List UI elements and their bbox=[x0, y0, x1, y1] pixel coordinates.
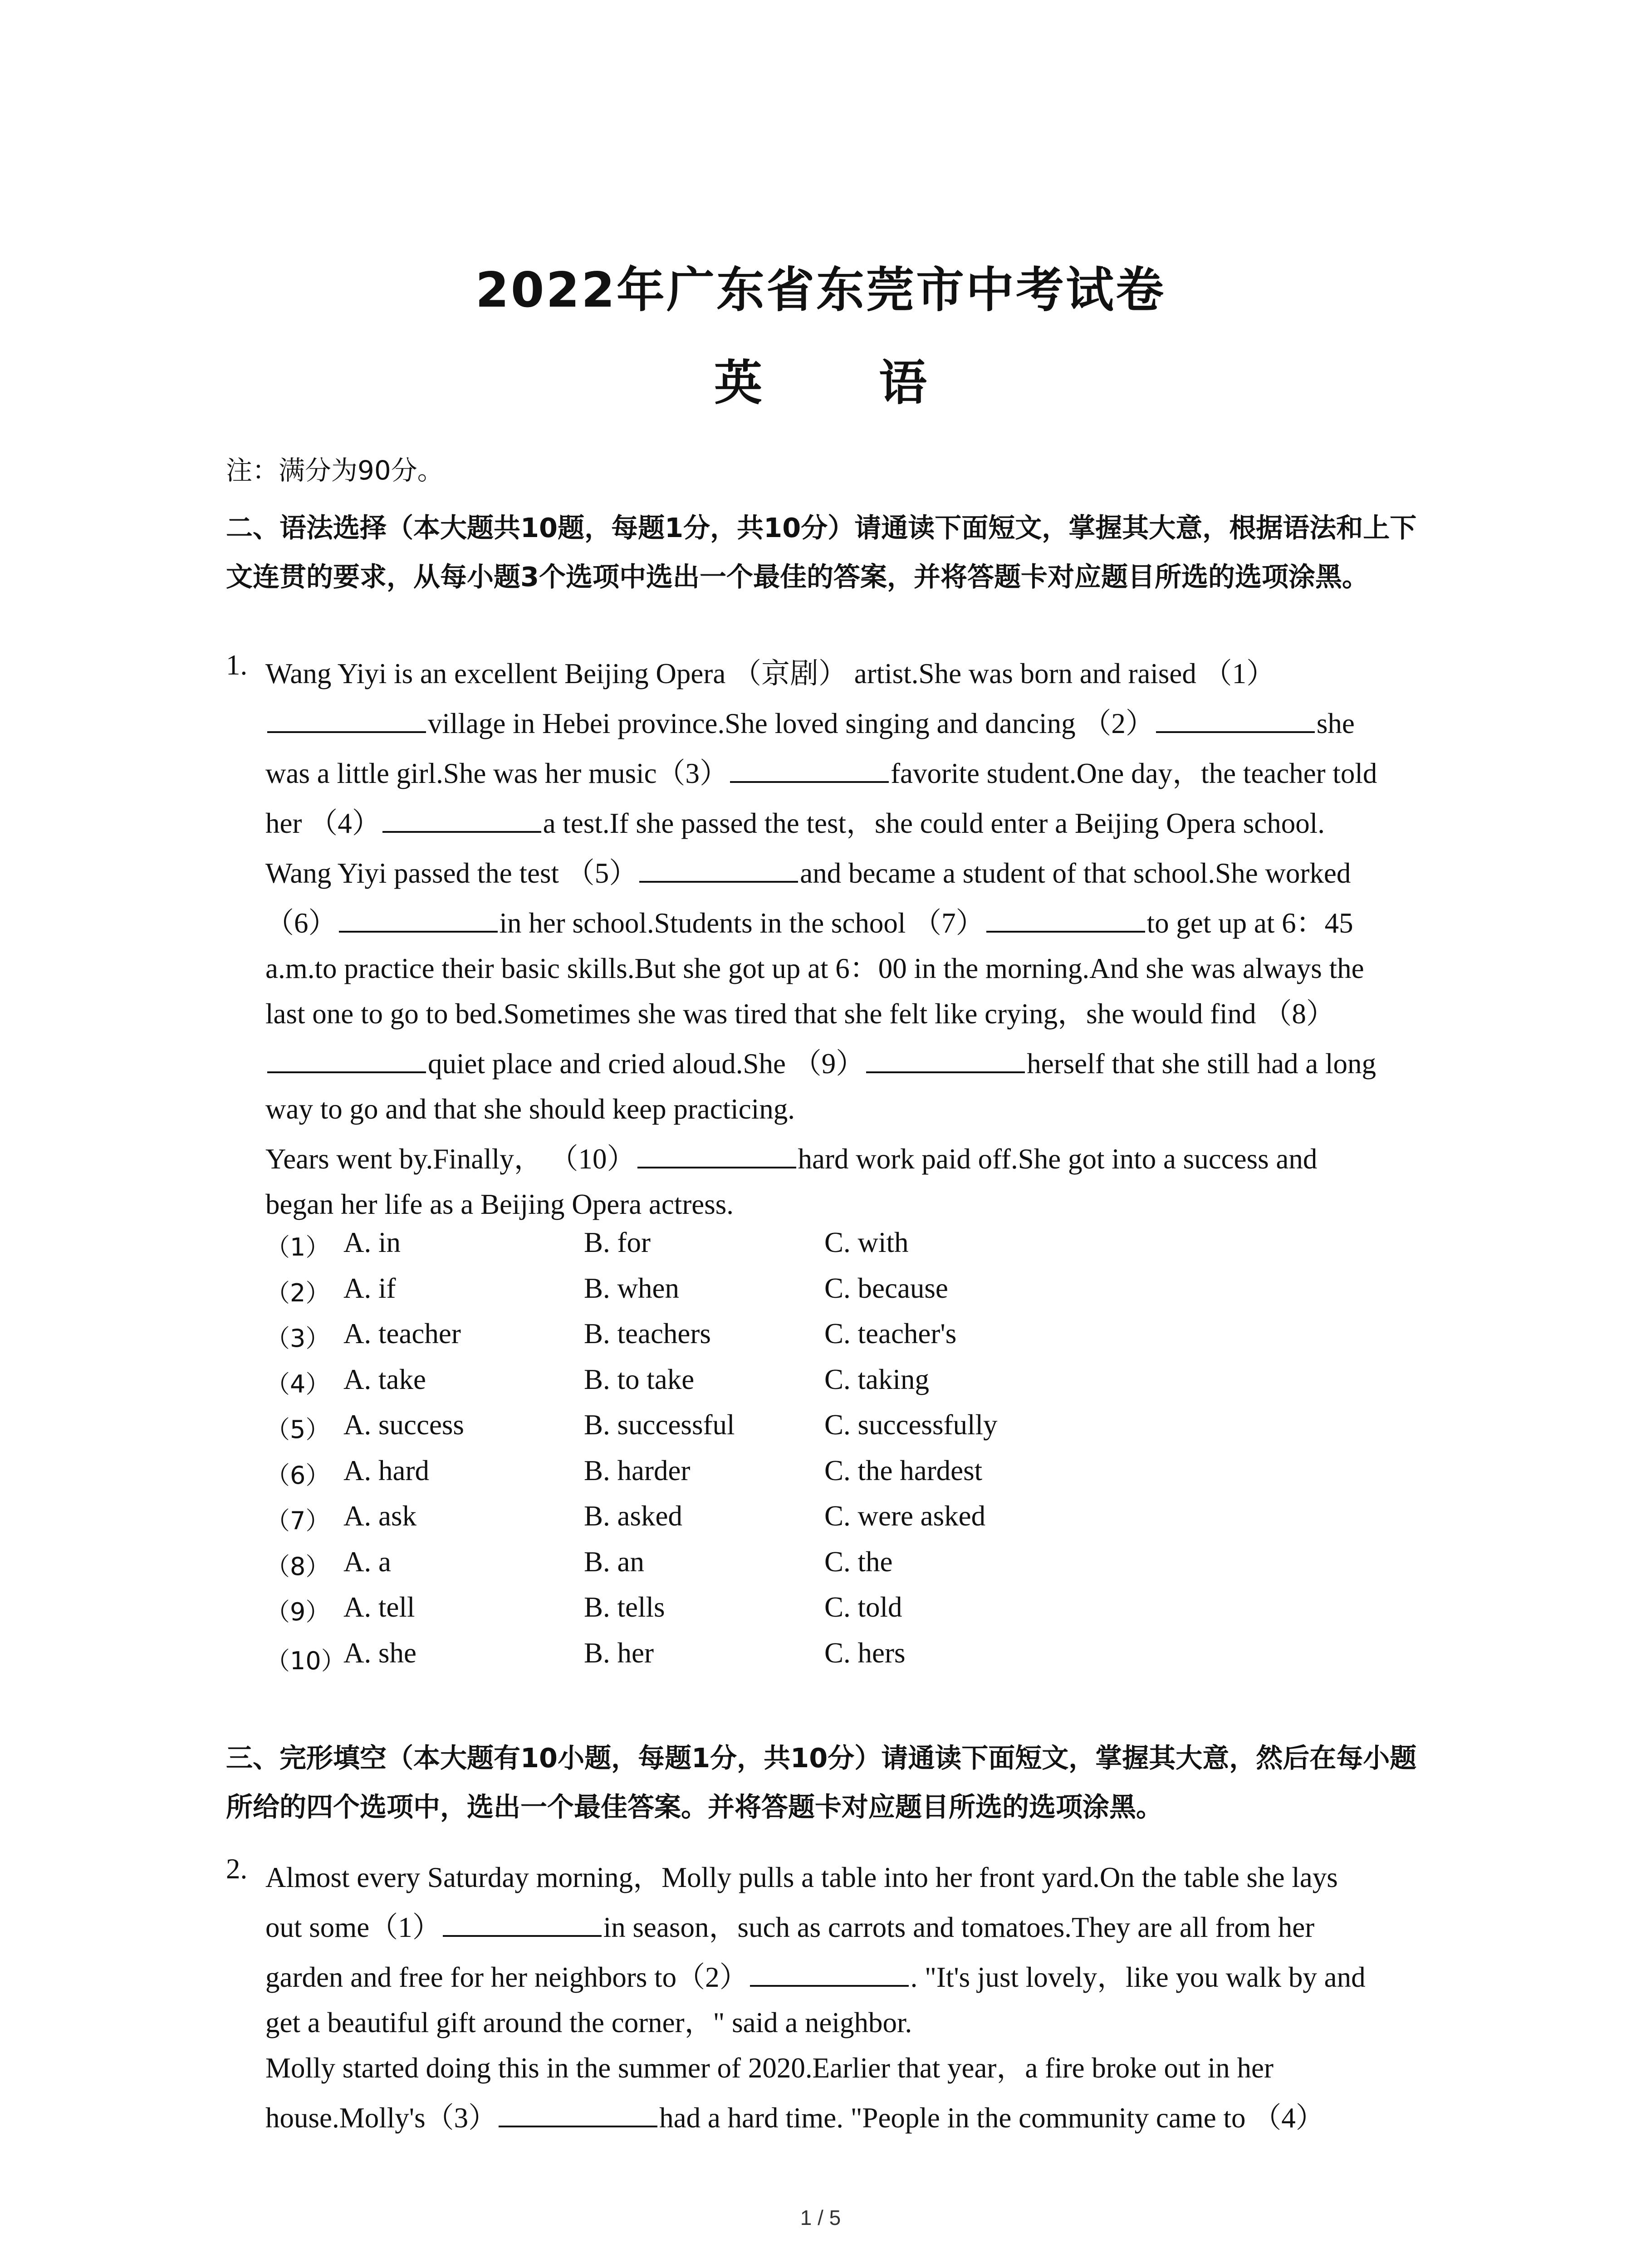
option-number: （6） bbox=[265, 1461, 330, 1490]
question-2-number: 2. bbox=[226, 1853, 248, 1885]
option-number: （7） bbox=[265, 1506, 330, 1535]
question-1-number: 1. bbox=[226, 649, 248, 681]
answer-blank[interactable] bbox=[339, 901, 498, 933]
answer-blank[interactable] bbox=[866, 1041, 1025, 1073]
option-c[interactable]: C. taking bbox=[824, 1363, 929, 1395]
option-number: （1） bbox=[265, 1233, 330, 1261]
answer-blank[interactable] bbox=[750, 1955, 909, 1987]
answer-blank[interactable] bbox=[637, 1137, 796, 1168]
exam-title: 2022年广东省东莞市中考试卷 bbox=[475, 262, 1166, 318]
passage-line: Years went by.Finally， （10） hard work paid off.She got into a success and bbox=[265, 1134, 1450, 1179]
option-a[interactable]: A. tell bbox=[343, 1591, 415, 1623]
option-b[interactable]: B. successful bbox=[584, 1409, 735, 1441]
answer-blank[interactable] bbox=[382, 801, 541, 833]
passage-line: house.Molly's（3） had a hard time. "People in the community came to （4） bbox=[265, 2093, 1450, 2143]
option-c[interactable]: C. with bbox=[824, 1227, 909, 1258]
option-c[interactable]: C. teacher's bbox=[824, 1318, 957, 1349]
passage-line: Wang Yiyi is an excellent Beijing Opera （京剧） artist.She was born and raised （1） bbox=[265, 658, 1275, 689]
option-number: （8） bbox=[265, 1552, 330, 1581]
answer-blank[interactable] bbox=[499, 2096, 657, 2127]
option-b[interactable]: B. harder bbox=[584, 1454, 691, 1486]
option-a[interactable]: A. she bbox=[343, 1637, 416, 1669]
answer-blank[interactable] bbox=[443, 1905, 602, 1937]
option-c[interactable]: C. because bbox=[824, 1272, 948, 1304]
option-c[interactable]: C. the hardest bbox=[824, 1454, 983, 1486]
option-a[interactable]: A. in bbox=[343, 1227, 401, 1258]
passage-line: last one to go to bed.Sometimes she was tired that she felt like crying，she would find （8） bbox=[265, 998, 1335, 1030]
option-a[interactable]: A. hard bbox=[343, 1454, 429, 1486]
option-number: （5） bbox=[265, 1415, 330, 1444]
exam-subject: 英 语 bbox=[714, 355, 977, 411]
passage-line: Almost every Saturday morning，Molly pulls a table into her front yard.On the table she lays bbox=[265, 1862, 1338, 1893]
answer-blank[interactable] bbox=[639, 851, 798, 883]
answer-blank[interactable] bbox=[267, 1041, 426, 1073]
option-a[interactable]: A. ask bbox=[343, 1500, 416, 1532]
passage-line: Wang Yiyi passed the test （5） and became a student of that school.She worked bbox=[265, 848, 1450, 898]
option-c[interactable]: C. the bbox=[824, 1545, 893, 1578]
option-a[interactable]: A. success bbox=[343, 1409, 464, 1441]
option-c[interactable]: C. were asked bbox=[824, 1500, 986, 1532]
question-1-passage bbox=[265, 649, 1450, 1229]
option-b[interactable]: B. teachers bbox=[584, 1318, 711, 1349]
option-b[interactable]: B. when bbox=[584, 1272, 679, 1304]
section-3-heading: 三、完形填空（本大题有10小题，每题1分，共10分）请通读下面短文，掌握其大意，然后在每小题所给的四个选项中，选出一个最佳答案。并将答题卡对应题目所选的选项涂黑。 bbox=[226, 1742, 1417, 1823]
question-2-passage bbox=[265, 1853, 1450, 2143]
answer-blank[interactable] bbox=[730, 751, 889, 783]
option-a[interactable]: A. if bbox=[343, 1272, 396, 1304]
option-b[interactable]: B. for bbox=[584, 1227, 651, 1258]
option-number: （9） bbox=[265, 1598, 330, 1626]
option-b[interactable]: B. her bbox=[584, 1637, 654, 1669]
passage-line: village in Hebei province.She loved singing and dancing （2） she bbox=[265, 699, 1450, 748]
passage-line: a.m.to practice their basic skills.But she got up at 6：00 in the morning.And she was always the bbox=[265, 953, 1364, 984]
option-c[interactable]: C. told bbox=[824, 1591, 902, 1623]
passage-line: garden and free for her neighbors to（2） . "It's just lovely，like you walk by and bbox=[265, 1952, 1450, 1998]
answer-blank[interactable] bbox=[267, 701, 426, 733]
passage-line: way to go and that she should keep practicing. bbox=[265, 1093, 795, 1125]
option-c[interactable]: C. successfully bbox=[824, 1409, 998, 1441]
option-b[interactable]: B. to take bbox=[584, 1363, 695, 1395]
passage-line: quiet place and cried aloud.She （9） herself that she still had a long bbox=[265, 1039, 1450, 1084]
option-a[interactable]: A. a bbox=[343, 1545, 391, 1578]
option-a[interactable]: A. teacher bbox=[343, 1318, 461, 1349]
option-number: （3） bbox=[265, 1324, 330, 1353]
passage-line: get a beautiful gift around the corner，" said a neighbor. bbox=[265, 2007, 912, 2038]
option-a[interactable]: A. take bbox=[343, 1363, 426, 1395]
page-number: 1 / 5 bbox=[800, 2206, 841, 2229]
option-b[interactable]: B. asked bbox=[584, 1500, 682, 1532]
score-note: 注：满分为90分。 bbox=[226, 455, 444, 486]
passage-line: Molly started doing this in the summer of 2020.Earlier that year，a fire broke out in her bbox=[265, 2052, 1274, 2084]
passage-line: （6） in her school.Students in the school （7） to get up at 6：45 bbox=[265, 898, 1450, 943]
option-b[interactable]: B. an bbox=[584, 1545, 644, 1578]
option-number: （2） bbox=[265, 1278, 330, 1307]
option-number: （10） bbox=[265, 1646, 346, 1675]
option-b[interactable]: B. tells bbox=[584, 1591, 665, 1623]
passage-line: her （4） a test.If she passed the test，she could enter a Beijing Opera school. bbox=[265, 798, 1450, 848]
option-number: （4） bbox=[265, 1369, 330, 1398]
answer-blank[interactable] bbox=[986, 901, 1145, 933]
section-2-heading: 二、语法选择（本大题共10题，每题1分，共10分）请通读下面短文，掌握其大意，根据语法和上下文连贯的要求，从每小题3个选项中选出一个最佳的答案，并将答题卡对应题目所选的选项涂黑。 bbox=[226, 512, 1417, 592]
passage-line: began her life as a Beijing Opera actress. bbox=[265, 1188, 734, 1220]
option-c[interactable]: C. hers bbox=[824, 1637, 906, 1669]
passage-line: out some（1） in season，such as carrots and tomatoes.They are all from her bbox=[265, 1902, 1450, 1952]
passage-line: was a little girl.She was her music（3） favorite student.One day，the teacher told bbox=[265, 748, 1450, 798]
answer-blank[interactable] bbox=[1156, 701, 1315, 733]
